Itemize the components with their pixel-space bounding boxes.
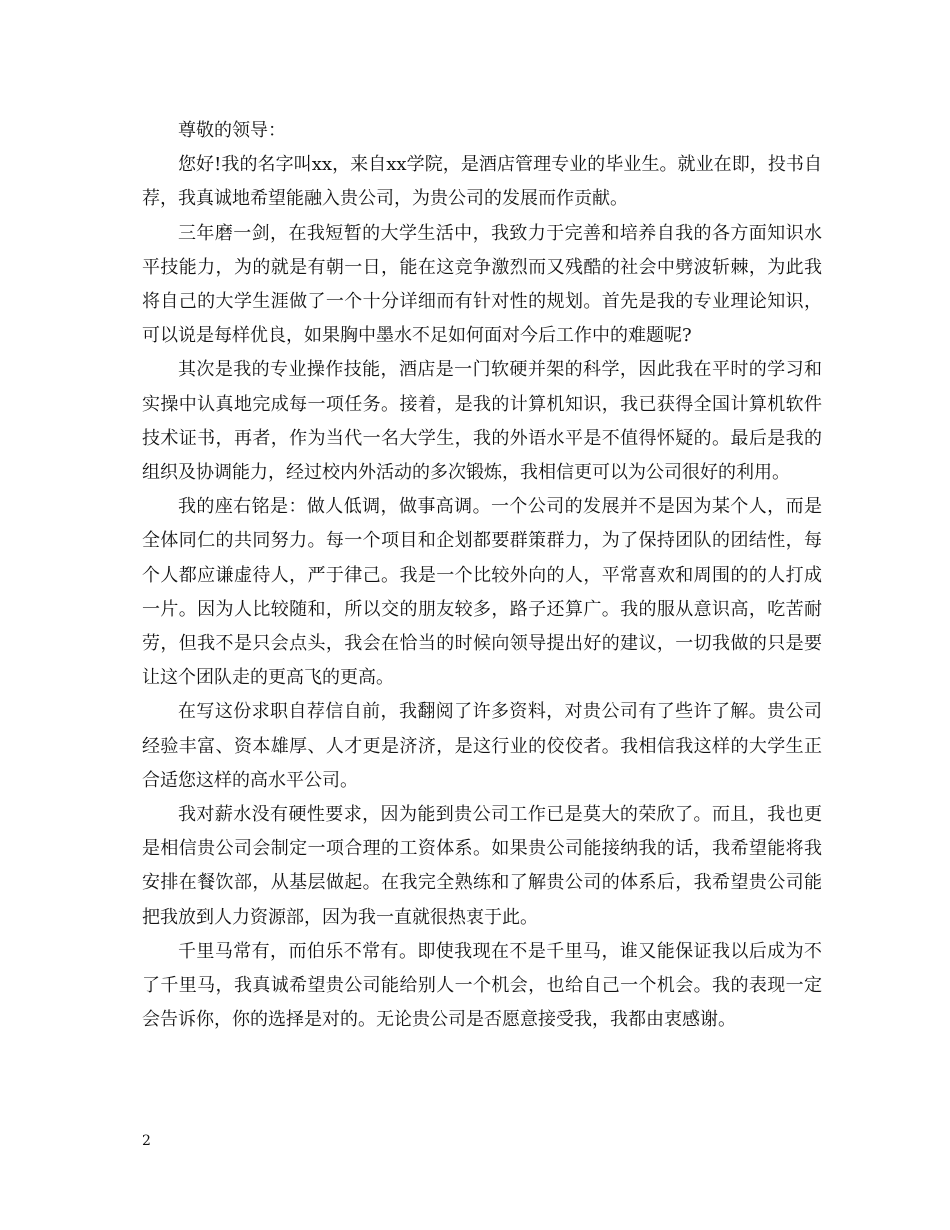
paragraph-1: 您好!我的名字叫xx，来自xx学院，是酒店管理专业的毕业生。就业在即，投书自荐，我真诚地希望能融入贵公司，为贵公司的发展而作贡献。 (142, 154, 822, 210)
paragraph-2: 三年磨一剑，在我短暂的大学生活中，我致力于完善和培养自我的各方面知识水平技能力，为的就是有朝一日，能在这竞争激烈而又残酷的社会中劈波斩棘，为此我将自己的大学生涯做了一个十分详细而有针对性的规划。首先是我的专业理论知识，可以说是每样优良，如果胸中墨水不足如何面对今后工作中的难题呢? (142, 222, 822, 347)
salutation: 尊敬的领导： (178, 120, 286, 141)
paragraph-5: 在写这份求职自荐信自前，我翻阅了许多资料，对贵公司有了些许了解。贵公司经验丰富、资本雄厚、人才更是济济，是这行业的佼佼者。我相信我这样的大学生正合适您这样的高水平公司。 (142, 701, 822, 791)
page-number: 2 (142, 1133, 151, 1149)
paragraph-6: 我对薪水没有硬性要求，因为能到贵公司工作已是莫大的荣欣了。而且，我也更是相信贵公司会制定一项合理的工资体系。如果贵公司能接纳我的话，我希望能将我安排在餐饮部，从基层做起。在我完全熟练和了解贵公司的体系后，我希望贵公司能把我放到人力资源部，因为我一直就很热衷于此。 (142, 804, 822, 928)
paragraph-4: 我的座右铭是：做人低调，做事高调。一个公司的发展并不是因为某个人，而是全体同仁的共同努力。每一个项目和企划都要群策群力，为了保持团队的团结性，每个人都应谦虚待人，严于律己。我是一个比较外向的人，平常喜欢和周围的的人打成一片。因为人比较随和，所以交的朋友较多，路子还算广。我的服从意识高，吃苦耐劳，但我不是只会点头，我会在恰当的时候向领导提出好的建议，一切我做的只是要让这个团队走的更高飞的更高。 (142, 496, 822, 689)
paragraph-7: 千里马常有，而伯乐不常有。即使我现在不是千里马，谁又能保证我以后成为不了千里马，我真诚希望贵公司能给别人一个机会，也给自己一个机会。我的表现一定会告诉你，你的选择是对的。无论贵公司是否愿意接受我，我都由衷感谢。 (142, 940, 822, 1031)
letter-body (142, 114, 822, 1037)
paragraph-3: 其次是我的专业操作技能，酒店是一门软硬并架的科学，因此我在平时的学习和实操中认真地完成每一项任务。接着，是我的计算机知识，我已获得全国计算机软件技术证书，再者，作为当代一名大学生，我的外语水平是不值得怀疑的。最后是我的组织及协调能力，经过校内外活动的多次锻炼，我相信更可以为公司很好的利用。 (142, 359, 822, 484)
